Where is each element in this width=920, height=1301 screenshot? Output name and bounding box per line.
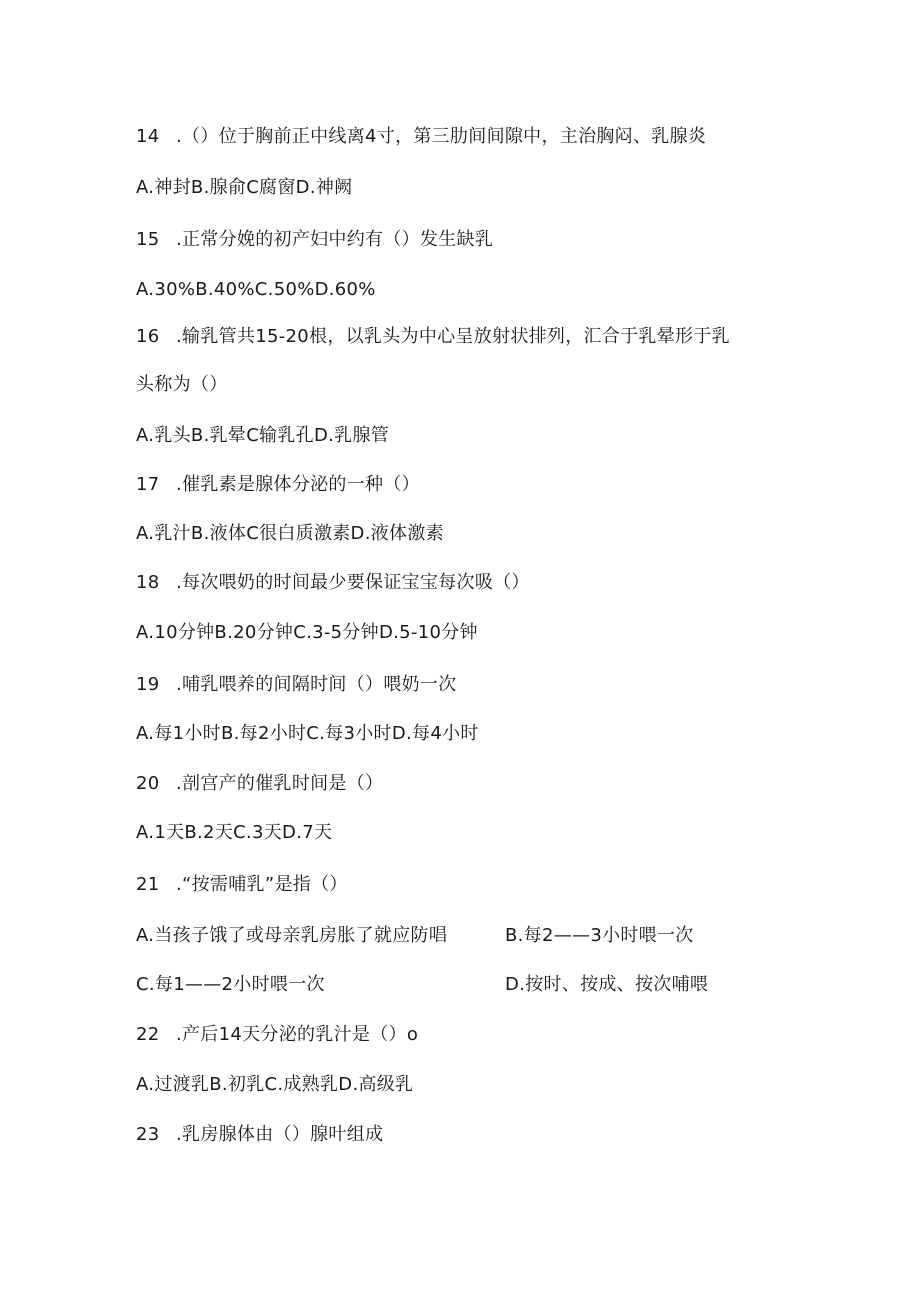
question-21 [136,873,348,897]
question-17-options: A.乳汁B.液体C很白质激素D.液体激素 [136,523,444,544]
question-number: 18 [136,572,160,593]
question-text: .催乳素是腺体分泌的一种（） [176,474,420,495]
question-number: 21 [136,874,160,895]
question-number: 17 [136,474,160,495]
question-text: .输乳管共15-20根，以乳头为中心呈放射状排列，汇合于乳晕形于乳 [176,326,730,347]
question-16-continuation: 头称为（） [136,374,228,395]
question-21-option-b: B.每2——3小时喂一次 [505,925,694,946]
question-number: 23 [136,1124,160,1145]
question-number: 16 [136,326,160,347]
question-19 [136,673,457,697]
question-14-options: A.神封B.腺俞C腐窗D.神阙 [136,177,353,198]
question-number: 20 [136,773,160,794]
question-number: 22 [136,1024,160,1045]
question-17 [136,473,420,497]
question-15 [136,228,493,252]
question-text: .“按需哺乳”是指（） [176,874,348,895]
question-18 [136,571,530,595]
question-21-option-c: C.每1——2小时喂一次 [136,974,325,995]
question-text: .产后14天分泌的乳汁是（）o [176,1024,419,1045]
question-number: 15 [136,229,160,250]
question-20 [136,772,383,796]
question-18-options: A.10分钟B.20分钟C.3-5分钟D.5-10分钟 [136,622,478,643]
question-15-options: A.30%B.40%C.50%D.60% [136,279,376,300]
question-22 [136,1023,418,1047]
question-16 [136,325,730,349]
question-text: .正常分娩的初产妇中约有（）发生缺乳 [176,229,494,250]
question-23 [136,1123,383,1147]
question-text: .（）位于胸前正中线离4寸，第三肋间间隙中，主治胸闷、乳腺炎 [176,126,707,147]
question-text: .哺乳喂养的间隔时间（）喂奶一次 [176,674,457,695]
question-14 [136,125,706,149]
question-21-option-a: A.当孩子饿了或母亲乳房胀了就应防唱 [136,925,448,946]
question-text: .剖宫产的催乳时间是（） [176,773,384,794]
question-19-options: A.每1小时B.每2小时C.每3小时D.每4小时 [136,723,479,744]
question-21-option-d: D.按时、按成、按次哺喂 [505,974,709,995]
question-number: 14 [136,126,160,147]
question-22-options: A.过渡乳B.初乳C.成熟乳D.高级乳 [136,1074,414,1095]
question-20-options: A.1天B.2天C.3天D.7天 [136,822,333,843]
question-16-options: A.乳头B.乳晕C输乳孔D.乳腺管 [136,425,390,446]
question-text: .每次喂奶的时间最少要保证宝宝每次吸（） [176,572,530,593]
question-text: .乳房腺体由（）腺叶组成 [176,1124,384,1145]
question-number: 19 [136,674,160,695]
